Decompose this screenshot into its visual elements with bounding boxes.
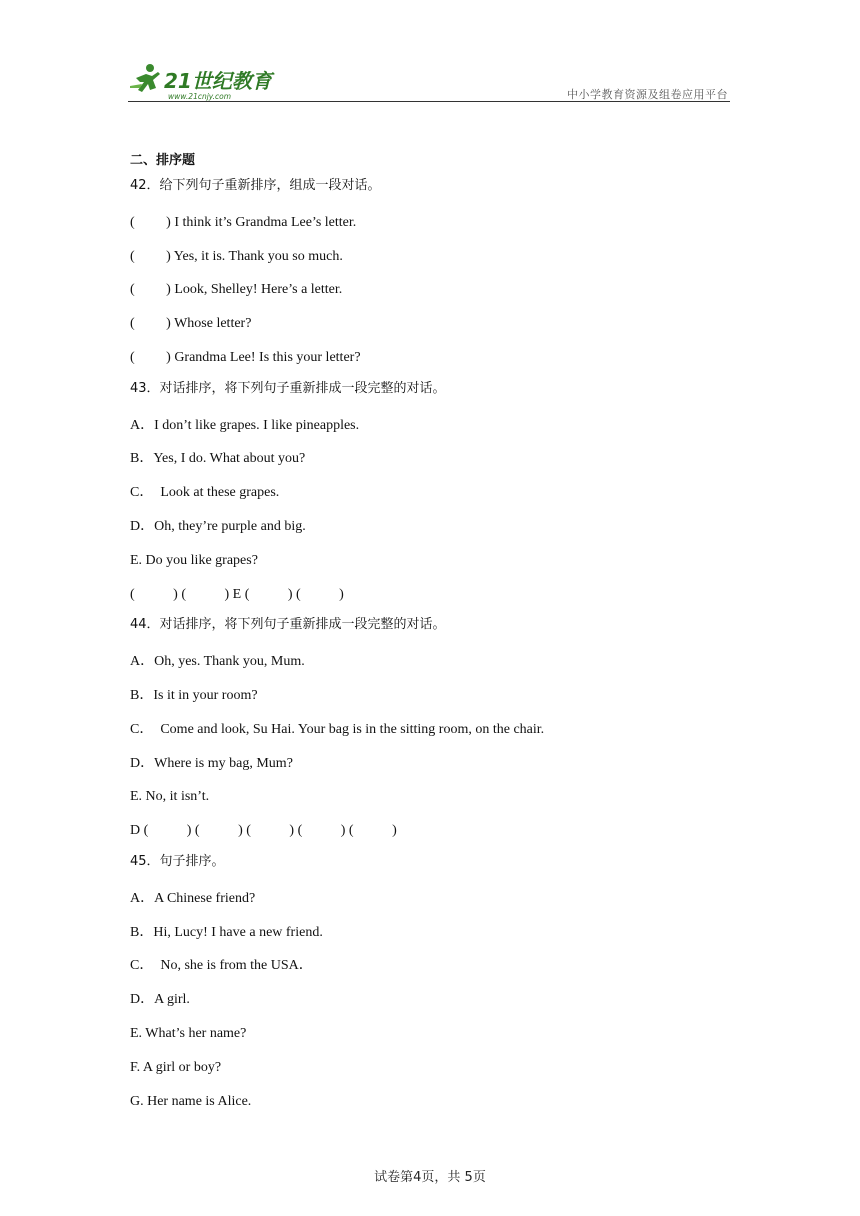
logo-main-text: 21世纪教育 (164, 69, 272, 93)
question-42 (130, 172, 730, 375)
question-44 (130, 611, 730, 848)
list-item: ( ) Whose letter? (130, 316, 252, 332)
answer-blanks: ( ) ( ) E ( ) ( ) (130, 586, 344, 602)
list-item: ( ) Yes, it is. Thank you so much. (130, 248, 343, 264)
answer-blanks: D ( ) ( ) ( ) ( ) ( ) (130, 823, 397, 839)
list-item: C． Come and look, Su Hai. Your bag is in the sitting room, on the chair. (130, 721, 545, 737)
list-item: ( ) I think it’s Grandma Lee’s letter. (130, 214, 357, 230)
list-item: A．Oh, yes. Thank you, Mum. (130, 654, 305, 670)
list-item: F. A girl or boy? (130, 1059, 222, 1075)
list-item: A．A Chinese friend? (130, 890, 256, 906)
list-item: E. Do you like grapes? (130, 552, 258, 568)
list-item: B．Hi, Lucy! I have a new friend. (130, 924, 323, 940)
list-item: C． No, she is from the USA． (130, 958, 313, 974)
header-divider (128, 101, 730, 102)
runner-icon (130, 64, 160, 92)
page-footer: 试卷第4页，共 5页 (374, 1170, 486, 1185)
question-45 (130, 848, 730, 1118)
logo (128, 60, 278, 102)
list-item: B．Is it in your room? (130, 687, 258, 703)
list-item: E. What’s her name? (130, 1025, 247, 1041)
section-title: 二、排序题 (130, 153, 196, 168)
list-item: ( ) Look, Shelley! Here’s a letter. (130, 282, 343, 298)
question-title: 43．对话排序，将下列句子重新排成一段完整的对话。 (130, 380, 446, 396)
platform-name: 中小学教育资源及组卷应用平台 (567, 88, 728, 101)
question-title: 42．给下列句子重新排序，组成一段对话。 (130, 178, 381, 193)
question-title: 45．句子排序。 (130, 853, 225, 869)
list-item: E. No, it isn’t. (130, 789, 210, 805)
list-item: ( ) Grandma Lee! Is this your letter? (130, 349, 361, 365)
page-header (128, 60, 730, 104)
question-title: 44．对话排序，将下列句子重新排成一段完整的对话。 (130, 617, 446, 633)
list-item: D．Where is my bag, Mum? (130, 755, 293, 771)
logo-url-text: www.21cnjy.com (168, 92, 232, 101)
list-item: C． Look at these grapes. (130, 485, 280, 501)
list-item: G. Her name is Alice. (130, 1093, 252, 1109)
list-item: D．A girl. (130, 992, 190, 1008)
list-item: D．Oh, they’re purple and big. (130, 518, 306, 534)
list-item: A．I don’t like grapes. I like pineapples. (130, 417, 360, 433)
exam-content (130, 150, 730, 1118)
list-item: B．Yes, I do. What about you? (130, 451, 306, 467)
question-43 (130, 375, 730, 612)
